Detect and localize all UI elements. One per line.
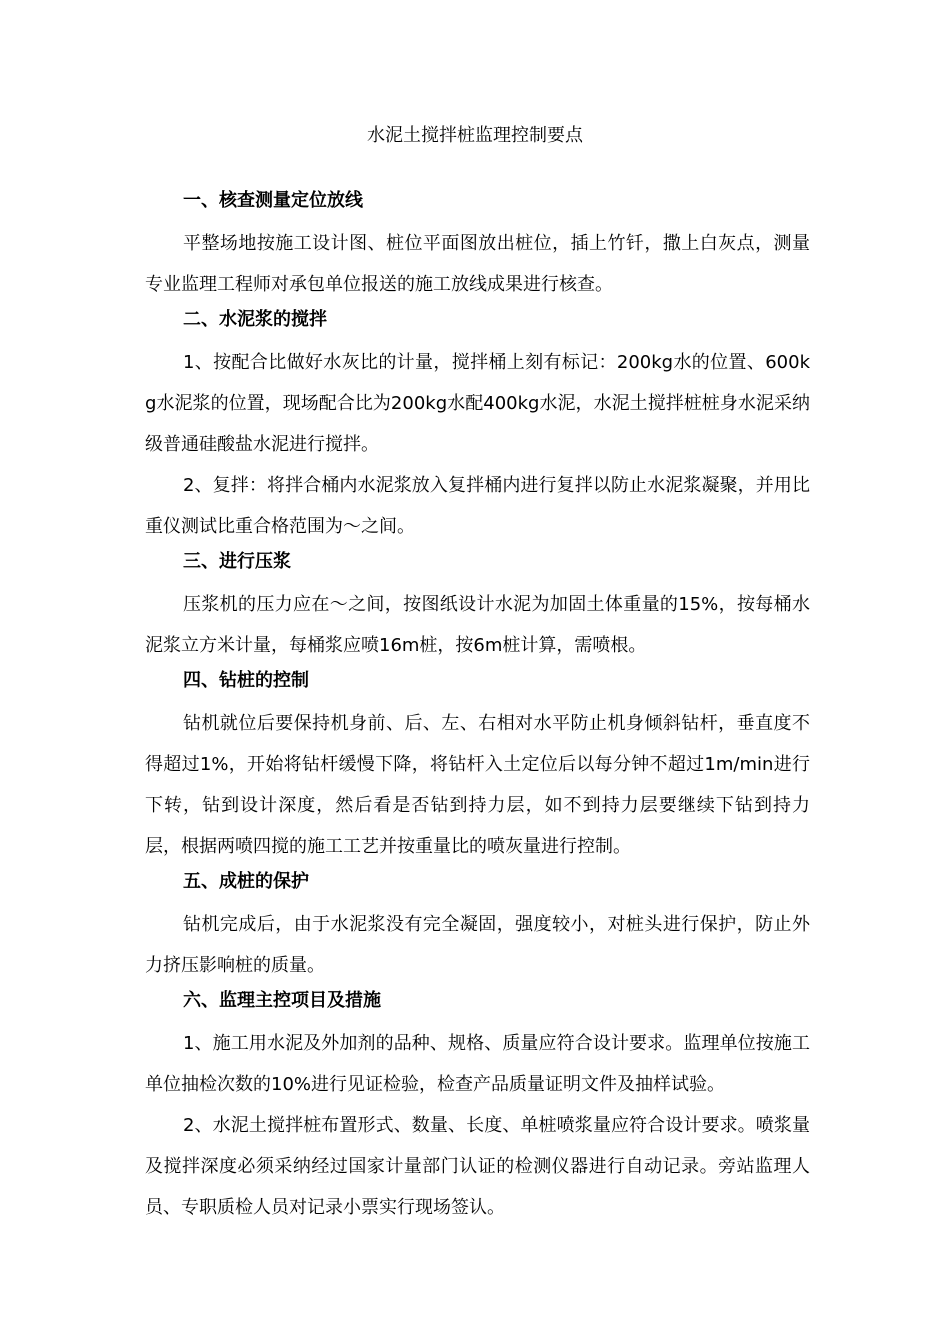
section-paragraph: 2、水泥土搅拌桩布置形式、数量、长度、单桩喷浆量应符合设计要求。喷浆量及搅拌深度必须采纳经过国家计量部门认证的检测仪器进行自动记录。旁站监理人员、专职质检人员对记录小票实行现场签认。 (145, 1115, 810, 1218)
section-heading: 五、成桩的保护 (183, 871, 309, 892)
section-heading: 四、钻桩的控制 (183, 670, 309, 691)
section-heading: 六、监理主控项目及措施 (183, 990, 381, 1011)
section-paragraph: 钻机就位后要保持机身前、后、左、右相对水平防止机身倾斜钻杆，垂直度不得超过1%，开始将钻杆缓慢下降，将钻杆入土定位后以每分钟不超过1m/min进行下转，钻到设计深度，然后看是否钻到持力层，如不到持力层要继续下钻到持力层，根据两喷四搅的施工工艺并按重量比的喷灰量进行控制。 (145, 713, 810, 857)
section-heading: 三、进行压浆 (183, 551, 291, 572)
section-heading: 一、核查测量定位放线 (183, 190, 363, 211)
document-body (145, 186, 810, 1228)
section-paragraph: 平整场地按施工设计图、桩位平面图放出桩位，插上竹钎，撒上白灰点，测量专业监理工程师对承包单位报送的施工放线成果进行核查。 (145, 233, 810, 295)
section-heading: 二、水泥浆的搅拌 (183, 309, 327, 330)
section-paragraph: 钻机完成后，由于水泥浆没有完全凝固，强度较小，对桩头进行保护，防止外力挤压影响桩的质量。 (145, 914, 810, 976)
document-title: 水泥土搅拌桩监理控制要点 (367, 125, 583, 146)
section-paragraph: 1、按配合比做好水灰比的计量，搅拌桶上刻有标记：200kg水的位置、600kg水泥浆的位置，现场配合比为200kg水配400kg水泥，水泥土搅拌桩桩身水泥采纳级普通硅酸盐水泥进行搅拌。 (145, 352, 810, 455)
section-paragraph: 压浆机的压力应在～之间，按图纸设计水泥为加固土体重量的15%，按每桶水泥浆立方米计量，每桶浆应喷16m桩，按6m桩计算，需喷根。 (145, 594, 810, 656)
section-paragraph: 1、施工用水泥及外加剂的品种、规格、质量应符合设计要求。监理单位按施工单位抽检次数的10%进行见证检验，检查产品质量证明文件及抽样试验。 (145, 1033, 810, 1095)
section-paragraph: 2、复拌：将拌合桶内水泥浆放入复拌桶内进行复拌以防止水泥浆凝聚，并用比重仪测试比重合格范围为～之间。 (145, 475, 810, 537)
